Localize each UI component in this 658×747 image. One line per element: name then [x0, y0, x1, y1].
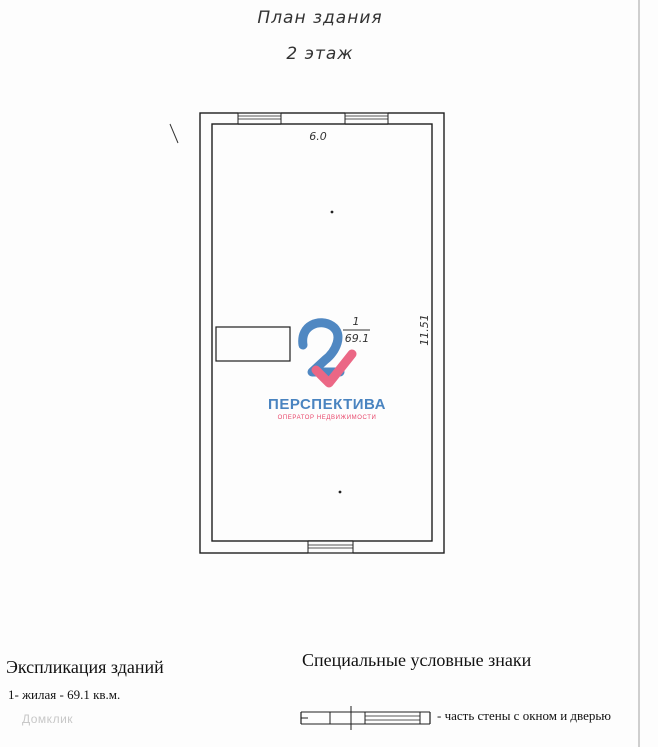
explication-item: 1- жилая - 69.1 кв.м.	[8, 687, 121, 702]
window-top-right	[345, 110, 388, 124]
legend-title: Специальные условные знаки	[302, 650, 532, 670]
legend-wall-text: - часть стены с окном и дверью	[437, 708, 611, 723]
width-dimension: 6.0	[309, 130, 327, 143]
watermark-text: Домклик	[22, 712, 74, 726]
length-dimension: 11.51	[418, 314, 431, 346]
room-number: 1	[352, 315, 360, 328]
window-top-left	[238, 110, 281, 124]
legend-wall-symbol	[301, 706, 430, 730]
logo-tagline: ОПЕРАТОР НЕДВИЖИМОСТИ	[277, 415, 377, 421]
plan-title: План здания	[257, 8, 383, 28]
plan-dot	[331, 211, 334, 214]
floor-label: 2 этаж	[286, 44, 354, 64]
room-area: 69.1	[344, 332, 370, 345]
stair-opening	[216, 327, 290, 361]
logo-name: ПЕРСПЕКТИВА	[268, 396, 386, 413]
building-walls	[200, 113, 444, 553]
plan-dot	[339, 491, 342, 494]
window-bottom	[308, 541, 353, 555]
explication-title: Экспликация зданий	[6, 657, 164, 677]
scan-mark	[170, 124, 178, 143]
